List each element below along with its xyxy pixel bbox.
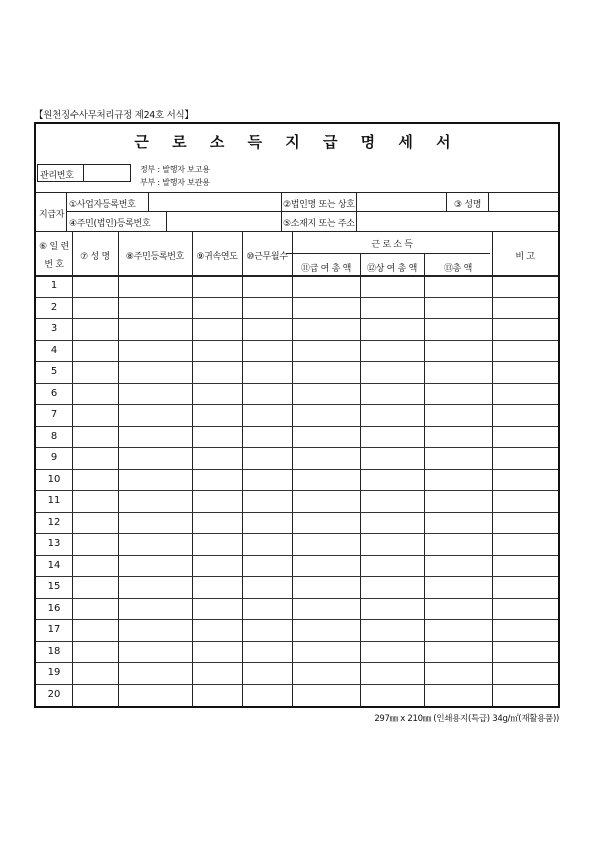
table-row[interactable] (36, 599, 558, 621)
row-number: 5 (50, 366, 58, 377)
table-row[interactable] (36, 491, 558, 513)
row-number: 6 (50, 387, 58, 399)
payer-reg-no-field[interactable] (149, 193, 280, 210)
col-resident-no: ⑧주민등록번호 (125, 252, 185, 262)
payer-address-label: ⑤소재지 또는 주소 (283, 219, 355, 229)
col-bonus-total: ⑫상 여 총 액 (367, 264, 417, 274)
table-row[interactable] (36, 556, 558, 578)
row-number: 19 (47, 667, 61, 678)
management-number-label: 관리번호 (40, 171, 74, 181)
row-number: 11 (47, 495, 61, 506)
regulation-reference: 【원천징수사무처리규정 제24호 서식】 (34, 110, 194, 121)
row-number: 17 (47, 624, 61, 635)
col-salary-total: ⑪급 여 총 액 (301, 264, 351, 274)
row-number: 20 (47, 688, 61, 700)
income-payment-statement-form (34, 122, 560, 708)
table-row[interactable] (36, 384, 558, 406)
row-number: 2 (50, 301, 58, 313)
table-row[interactable] (36, 448, 558, 470)
paper-spec-footer: 297㎜ x 210㎜ (인쇄용지(특급) 34g/㎡(재활용품)) (374, 714, 559, 724)
payer-address-field[interactable] (357, 212, 557, 230)
row-number: 1 (50, 280, 58, 291)
row-number: 3 (50, 323, 58, 334)
col-serial-line2: 번 호 (44, 260, 64, 270)
payer-label: 지급자 (39, 210, 65, 220)
col-serial-line1: ⑥ 일 련 (39, 242, 69, 252)
row-number: 14 (47, 559, 61, 571)
table-row[interactable] (36, 685, 558, 707)
row-number: 7 (50, 409, 58, 420)
payer-name-label: ③ 성명 (454, 200, 482, 210)
col-remarks: 비 고 (515, 252, 535, 262)
management-number-field[interactable] (84, 165, 129, 181)
table-row[interactable] (36, 405, 558, 427)
table-row[interactable] (36, 362, 558, 384)
payer-resident-no-field[interactable] (167, 212, 280, 230)
col-work-months: ⑩근무월수 (246, 252, 288, 262)
form-title: 근 로 소 득 지 급 명 세 서 (134, 133, 460, 151)
table-row[interactable] (36, 298, 558, 320)
payer-name-field[interactable] (489, 193, 557, 210)
col-attribution-year: ⑨귀속연도 (196, 252, 238, 262)
row-number: 8 (50, 430, 58, 442)
table-rows (36, 276, 558, 706)
table-row[interactable] (36, 663, 558, 685)
payer-corp-name-label: ②법인명 또는 상호 (283, 200, 355, 210)
payer-resident-no-label: ④주민(법인)등록번호 (69, 219, 151, 229)
row-number: 18 (47, 645, 61, 657)
row-number: 4 (50, 344, 58, 356)
table-row[interactable] (36, 276, 558, 298)
table-row[interactable] (36, 577, 558, 599)
table-row[interactable] (36, 513, 558, 535)
table-row[interactable] (36, 341, 558, 363)
table-row[interactable] (36, 470, 558, 492)
col-total-amount: ⑬총 액 (443, 264, 473, 274)
col-earned-income: 근 로 소 득 (371, 240, 413, 250)
table-row[interactable] (36, 620, 558, 642)
copy-line-1: 정부 : 발행자 보고용 (140, 165, 210, 174)
table-row[interactable] (36, 642, 558, 664)
row-number: 9 (50, 452, 58, 463)
table-row[interactable] (36, 534, 558, 556)
col-name: ⑦ 성 명 (80, 252, 110, 262)
payer-corp-name-field[interactable] (357, 193, 445, 210)
payer-reg-no-label: ①사업자등록번호 (69, 200, 136, 210)
table-row[interactable] (36, 319, 558, 341)
copy-line-2: 부부 : 발행자 보관용 (140, 178, 210, 187)
row-number: 12 (47, 516, 61, 528)
row-number: 15 (47, 581, 61, 592)
row-number: 13 (47, 538, 61, 549)
row-number: 16 (47, 602, 61, 614)
row-number: 10 (47, 473, 61, 485)
table-row[interactable] (36, 427, 558, 449)
